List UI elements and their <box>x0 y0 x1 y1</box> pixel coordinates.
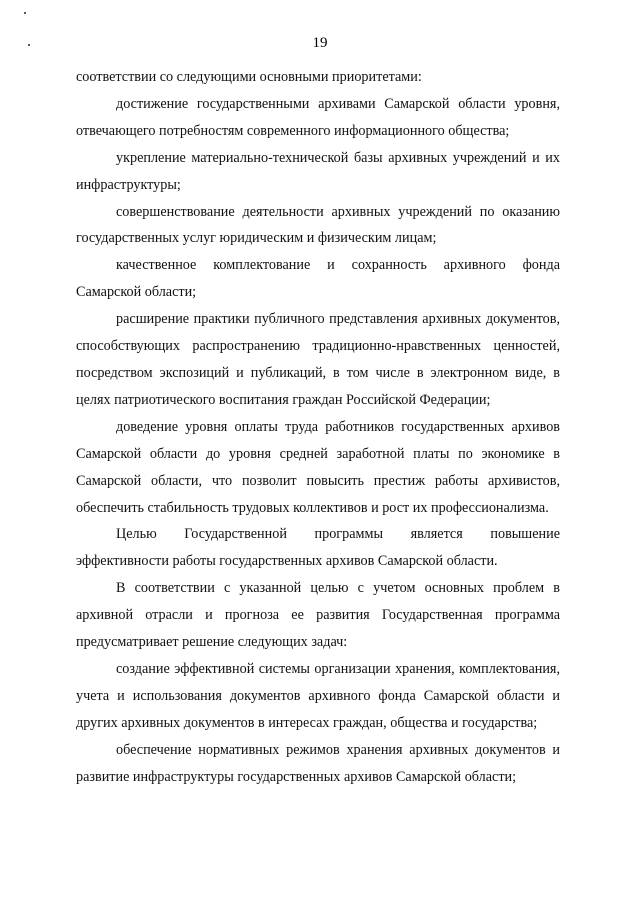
paragraph: соответствии со следующими основными приоритетами: <box>76 69 422 85</box>
paragraph: достижение государственными архивами Самарской области уровня, отвечающего потребностям современного информационного общества; <box>76 95 560 139</box>
page-number: 19 <box>312 35 328 51</box>
paragraph: В соответствии с указанной целью с учетом основных проблем в архивной отрасли и прогноза ее развития Государственная программа предусматривает решение следующих задач: <box>76 580 560 651</box>
paragraph: совершенствование деятельности архивных учреждений по оказанию государственных услуг юридическим и физическим лицам; <box>76 203 560 247</box>
paragraph: обеспечение нормативных режимов хранения архивных документов и развитие инфраструктуры государственных архивов Самарской области; <box>76 741 560 785</box>
document-body <box>76 64 560 790</box>
paragraph: расширение практики публичного представления архивных документов, способствующих распространению традиционно-нравственных ценностей, посредством экспозиций и публикаций, в том числе в электронном виде, в целях патриотического воспитания граждан Российской Федерации; <box>76 311 560 408</box>
paragraph: доведение уровня оплаты труда работников государственных архивов Самарской области до уровня средней заработной платы по экономике в Самарской области, что позволит повысить престиж работы архивистов, обеспечить стабильность трудовых коллективов и рост их профессионализма. <box>76 418 560 516</box>
paragraph: Целью Государственной программы является повышение эффективности работы государственных архивов Самарской области. <box>76 526 560 570</box>
scan-speck <box>24 12 26 14</box>
paragraph: создание эффективной системы организации хранения, комплектования, учета и использования документов архивного фонда Самарской области и других архивных документов в интересах граждан, общества и государства; <box>76 660 560 731</box>
paragraph: укрепление материально-технической базы архивных учреждений и их инфраструктуры; <box>76 149 560 193</box>
paragraph: качественное комплектование и сохранность архивного фонда Самарской области; <box>76 257 560 301</box>
